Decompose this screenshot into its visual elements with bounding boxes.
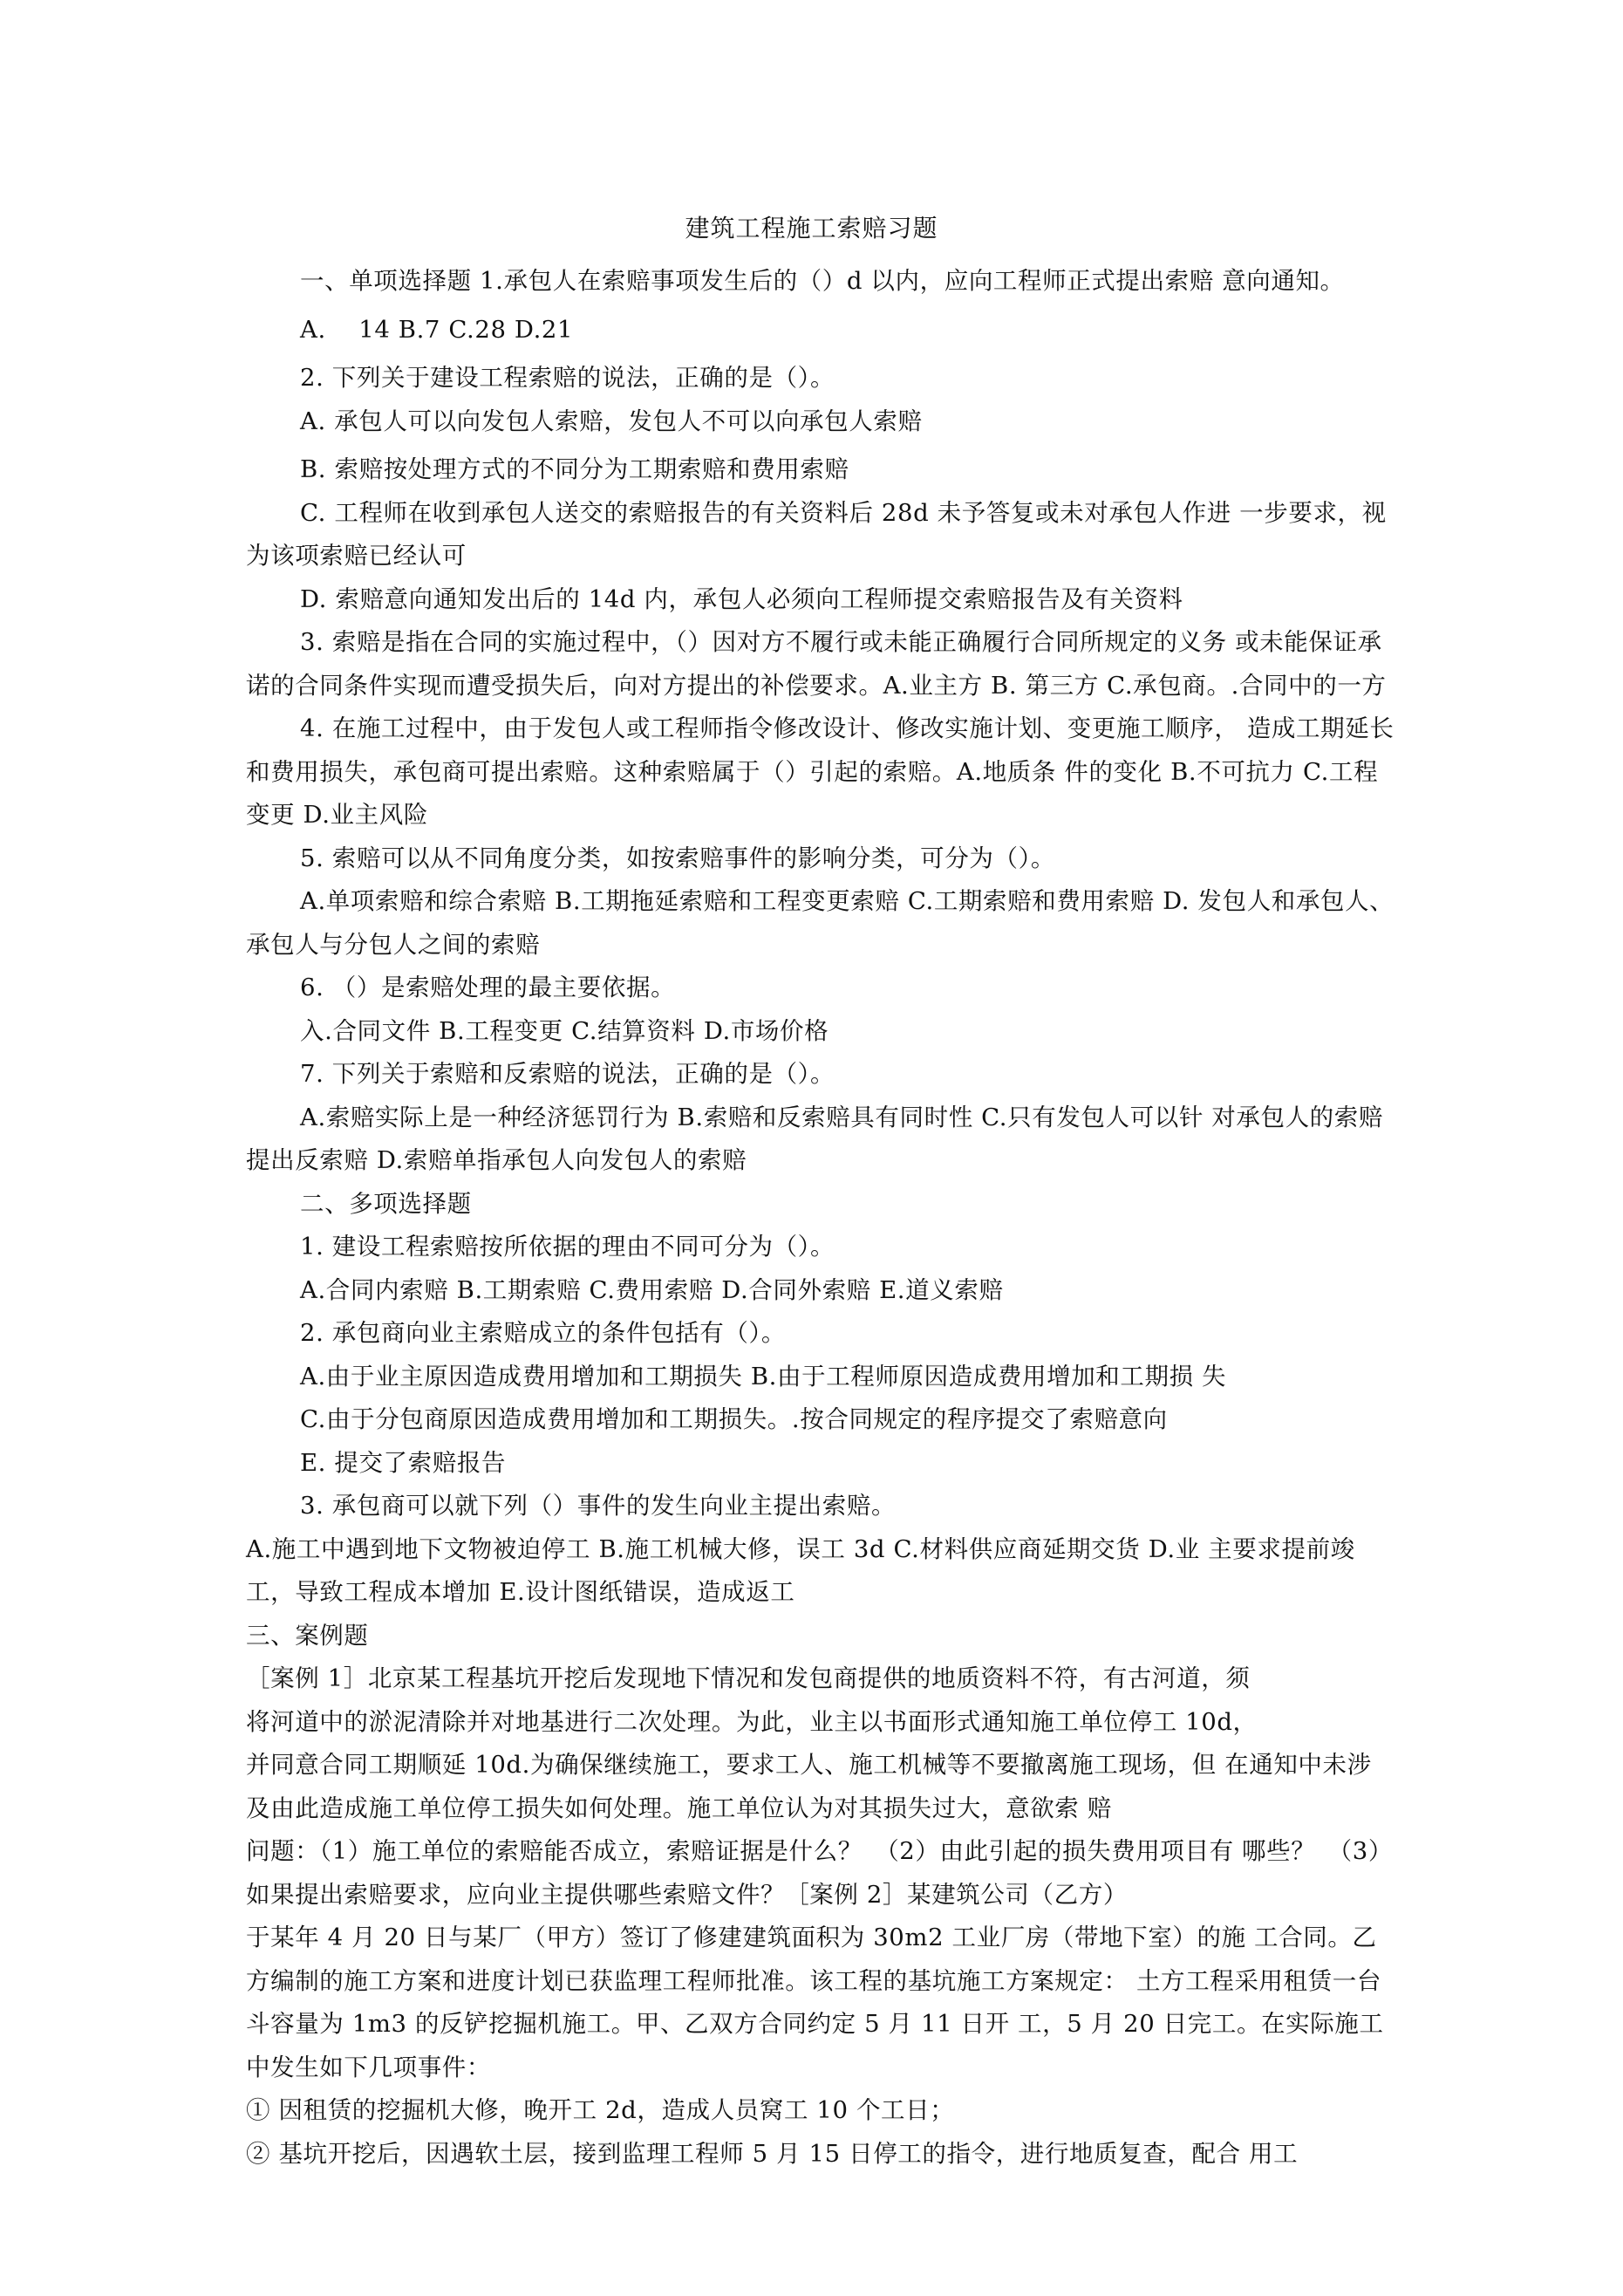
document-title: 建筑工程施工索赔习题 xyxy=(685,214,938,243)
question-option: A.由于业主原因造成费用增加和工期损失 B.由于工程师原因造成费用增加和工期损 失 xyxy=(300,1362,1227,1391)
question-options: A.合同内索赔 B.工期索赔 C.费用索赔 D.合同外索赔 E.道义索赔 xyxy=(300,1275,1004,1304)
question-text: 2. 承包商向业主索赔成立的条件包括有（）。 xyxy=(300,1319,786,1347)
case-event: ① 因租赁的挖掘机大修，晚开工 2d，造成人员窝工 10 个工日； xyxy=(246,2096,955,2124)
question-options: A.施工中遇到地下文物被迫停工 B.施工机械大修，误工 3d C.材料供应商延期交货 D.业 主要求提前竣工，导致工程成本增加 E.设计图纸错误，造成返工 xyxy=(246,1534,1355,1606)
case-questions: 问题：（1）施工单位的索赔能否成立，索赔证据是什么？ （2）由此引起的损失费用项目有 哪些？ （3）如果提出索赔要求，应向业主提供哪些索赔文件？［案例 2］某建筑公司（乙方） xyxy=(246,1837,1393,1909)
question-options: 入.合同文件 B.工程变更 C.结算资料 D.市场价格 xyxy=(300,1016,829,1045)
question-options: A.单项索赔和综合索赔 B.工期拖延索赔和工程变更索赔 C.工期索赔和费用索赔 D. 发包人和承包人、承包人与分包人之间的索赔 xyxy=(246,887,1395,959)
section-heading-case-study: 三、案例题 xyxy=(246,1621,369,1650)
question-text: 4. 在施工过程中，由于发包人或工程师指令修改设计、修改实施计划、变更施工顺序， 造成工期延长和费用损失，承包商可提出索赔。这种索赔属于（）引起的索赔。A.地质条 件的变化 B.不可抗力 C.工程变更 D.业主风险 xyxy=(246,714,1395,829)
case-event: ② 基坑开挖后，因遇软土层，接到监理工程师 5 月 15 日停工的指令，进行地质复查，配合 用工 xyxy=(246,2139,1299,2168)
section-heading-multiple-choice: 二、多项选择题 xyxy=(300,1189,472,1218)
question-options: A. 14 B.7 C.28 D.21 xyxy=(300,315,574,344)
question-text: 6. （）是索赔处理的最主要依据。 xyxy=(300,974,676,1001)
case-paragraph: 于某年 4 月 20 日与某厂（甲方）签订了修建建筑面积为 30m2 工业厂房（带地下室）的施 工合同。乙方编制的施工方案和进度计划已获监理工程师批准。该工程的基坑施工方案规定： 土方工程采用租赁一台斗容量为 1m3 的反铲挖掘机施工。甲、乙双方合同约定 5 月 11 日开 工，5 月 20 日完工。在实际施工中发生如下几项事件： xyxy=(246,1924,1384,2081)
case-paragraph: 并同意合同工期顺延 10d.为确保继续施工，要求工人、施工机械等不要撤离施工现场，但 在通知中未涉及由此造成施工单位停工损失如何处理。施工单位认为对其损失过大，意欲索 赔 xyxy=(246,1751,1372,1822)
question-option: C.由于分包商原因造成费用增加和工期损失。.按合同规定的程序提交了索赔意向 xyxy=(300,1405,1168,1433)
question-text: 3. 承包商可以就下列（）事件的发生向业主提出索赔。 xyxy=(300,1492,897,1520)
document-body xyxy=(246,260,1395,2176)
question-options: A.索赔实际上是一种经济惩罚行为 B.索赔和反索赔具有同时性 C.只有发包人可以针 对承包人的索赔提出反索赔 D.索赔单指承包人向发包人的索赔 xyxy=(246,1103,1383,1174)
question-option: E. 提交了索赔报告 xyxy=(300,1448,507,1477)
question-option: D. 索赔意向通知发出后的 14d 内，承包人必须向工程师提交索赔报告及有关资料 xyxy=(300,584,1183,613)
question-text: 1. 建设工程索赔按所依据的理由不同可分为（）。 xyxy=(300,1233,835,1261)
case-paragraph: ［案例 1］北京某工程基坑开挖后发现地下情况和发包商提供的地质资料不符，有古河道，须 xyxy=(246,1664,1251,1692)
question-text: 7. 下列关于索赔和反索赔的说法，正确的是（）。 xyxy=(300,1060,835,1088)
question-text: 5. 索赔可以从不同角度分类，如按索赔事件的影响分类，可分为（）。 xyxy=(300,844,1056,872)
case-paragraph: 将河道中的淤泥清除并对地基进行二次处理。为此，业主以书面形式通知施工单位停工 10d， xyxy=(246,1707,1258,1736)
section-heading-single-choice: 一、单项选择题 1.承包人在索赔事项发生后的（）d 以内，应向工程师正式提出索赔 意向通知。 xyxy=(300,267,1345,295)
question-text: 3. 索赔是指在合同的实施过程中，（）因对方不履行或未能正确履行合同所规定的义务 或未能保证承诺的合同条件实现而遭受损失后，向对方提出的补偿要求。A.业主方 B. 第三方 C.承包商。.合同中的一方 xyxy=(246,628,1387,700)
question-option: B. 索赔按处理方式的不同分为工期索赔和费用索赔 xyxy=(300,455,849,483)
question-text: 2. 下列关于建设工程索赔的说法，正确的是（）。 xyxy=(300,364,835,392)
question-option: A. 承包人可以向发包人索赔，发包人不可以向承包人索赔 xyxy=(300,407,923,435)
question-option: C. 工程师在收到承包人送交的索赔报告的有关资料后 28d 未予答复或未对承包人作进 一步要求，视为该项索赔已经认可 xyxy=(246,498,1387,570)
